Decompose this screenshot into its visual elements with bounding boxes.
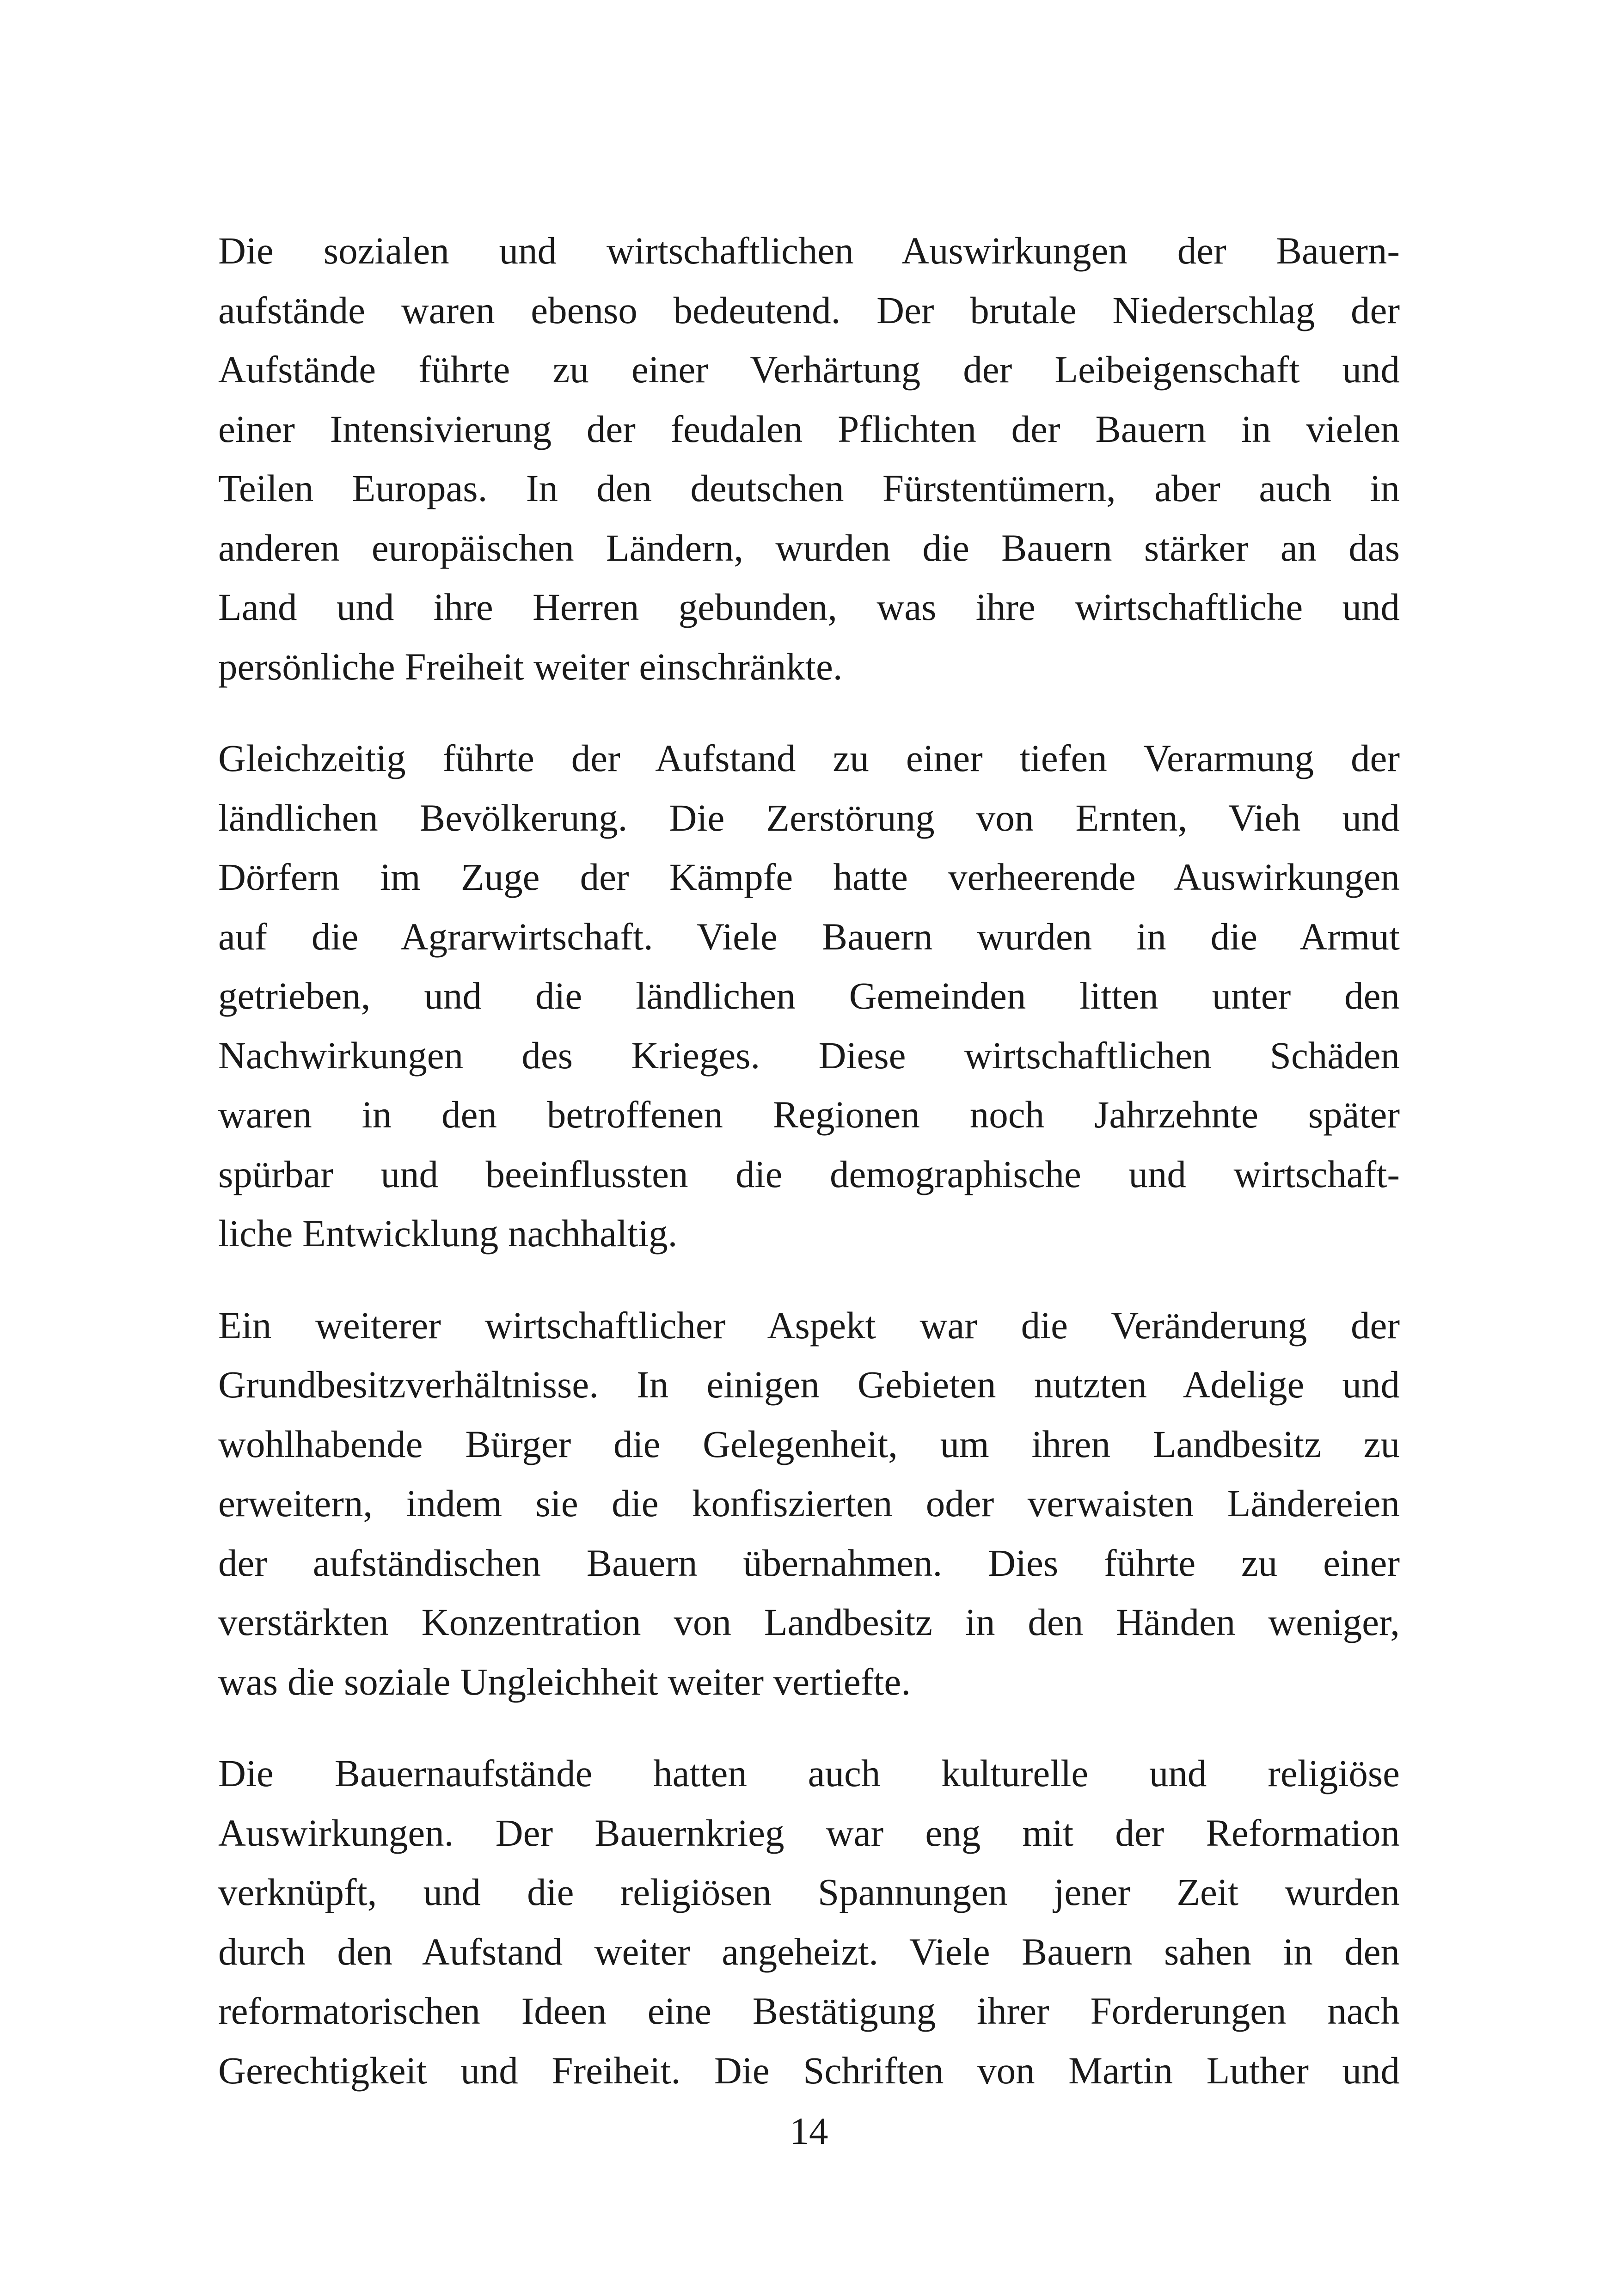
text-line: persönliche Freiheit weiter einschränkte. — [218, 645, 843, 688]
text-line: Teilen Europas. In den deutschen Fürstentümern, aber auch in — [218, 467, 1400, 509]
paragraph-4 — [218, 1744, 1400, 2100]
text-line: verstärkten Konzentration von Landbesitz in den Händen weniger, — [218, 1601, 1400, 1643]
text-line: der aufständischen Bauern übernahmen. Dies führte zu einer — [218, 1541, 1400, 1584]
text-line: Aufstände führte zu einer Verhärtung der Leibeigenschaft und — [218, 348, 1400, 391]
text-line: wohlhabende Bürger die Gelegenheit, um ihren Landbesitz zu — [218, 1422, 1400, 1465]
text-line: liche Entwicklung nachhaltig. — [218, 1212, 678, 1255]
text-line: waren in den betroffenen Regionen noch Jahrzehnte später — [218, 1093, 1400, 1136]
text-line: Ein weiterer wirtschaftlicher Aspekt war die Veränderung der — [218, 1304, 1400, 1347]
text-line: einer Intensivierung der feudalen Pflichten der Bauern in vielen — [218, 407, 1400, 450]
text-line: Gleichzeitig führte der Aufstand zu einer tiefen Verarmung der — [218, 737, 1400, 779]
text-line: Grundbesitzverhältnisse. In einigen Gebieten nutzten Adelige und — [218, 1363, 1400, 1406]
page-number: 14 — [790, 2110, 828, 2152]
paragraph-3 — [218, 1296, 1400, 1712]
text-line: Gerechtigkeit und Freiheit. Die Schriften von Martin Luther und — [218, 2049, 1400, 2092]
text-line: Auswirkungen. Der Bauernkrieg war eng mit der Reformation — [218, 1811, 1400, 1854]
text-line: aufstände waren ebenso bedeutend. Der brutale Niederschlag der — [218, 288, 1400, 331]
text-line: Die Bauernaufstände hatten auch kulturelle und religiöse — [218, 1752, 1400, 1794]
text-line: Nachwirkungen des Krieges. Diese wirtschaftlichen Schäden — [218, 1034, 1400, 1077]
text-line: ländlichen Bevölkerung. Die Zerstörung von Ernten, Vieh und — [218, 796, 1400, 839]
text-line: spürbar und beeinflussten die demographische und wirtschaft- — [218, 1152, 1400, 1195]
text-line: auf die Agrarwirtschaft. Viele Bauern wurden in die Armut — [218, 915, 1400, 958]
text-line: Land und ihre Herren gebunden, was ihre wirtschaftliche und — [218, 586, 1400, 628]
text-line: durch den Aufstand weiter angeheizt. Viele Bauern sahen in den — [218, 1930, 1400, 1973]
text-line: erweitern, indem sie die konfiszierten oder verwaisten Ländereien — [218, 1482, 1400, 1525]
paragraph-1 — [218, 221, 1400, 696]
text-line: was die soziale Ungleichheit weiter vertiefte. — [218, 1660, 911, 1703]
text-line: getrieben, und die ländlichen Gemeinden litten unter den — [218, 974, 1400, 1017]
text-line: anderen europäischen Ländern, wurden die Bauern stärker an das — [218, 526, 1400, 569]
text-line: verknüpft, und die religiösen Spannungen jener Zeit wurden — [218, 1871, 1400, 1913]
text-line: Die sozialen und wirtschaftlichen Auswirkungen der Bauern- — [218, 229, 1400, 272]
body-text — [218, 221, 1400, 2132]
text-line: reformatorischen Ideen eine Bestätigung ihrer Forderungen nach — [218, 1990, 1400, 2032]
paragraph-2 — [218, 729, 1400, 1263]
text-line: Dörfern im Zuge der Kämpfe hatte verheerende Auswirkungen — [218, 856, 1400, 898]
